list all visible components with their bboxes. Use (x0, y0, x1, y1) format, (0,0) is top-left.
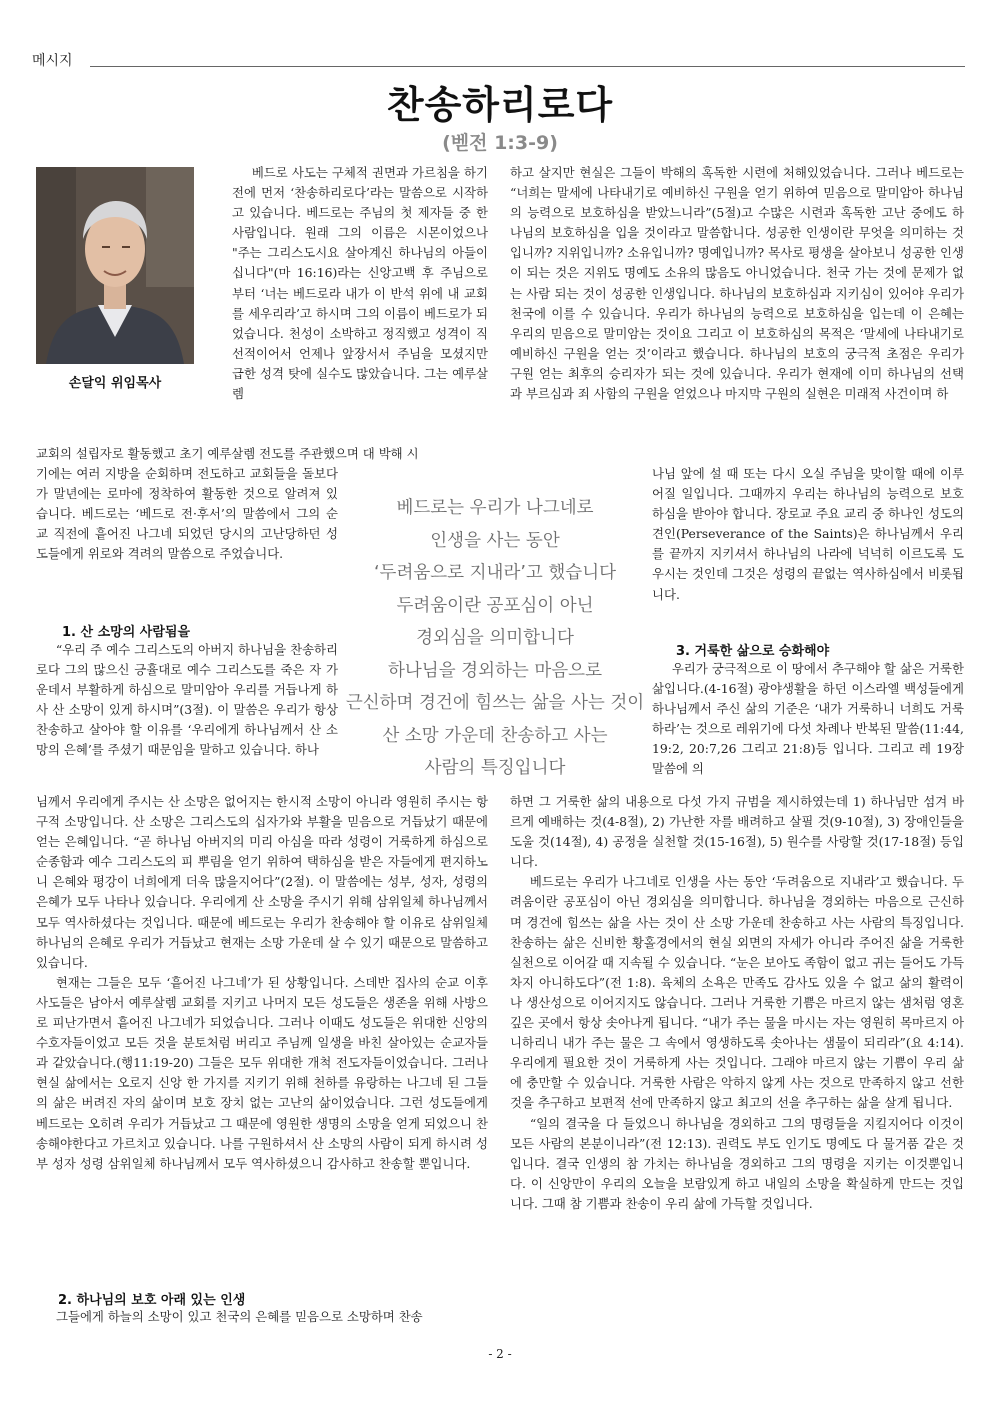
section3-paragraph2: 베드로는 우리가 나그네로 인생을 사는 동안 ‘두려움으로 지내라’고 했습니다. 두려움이란 공포심이 아닌 경외심을 의미합니다. 하나님을 경외하는 마음으로 근신하며 경건에 힘쓰는 삶을 사는 것이 산 소망 가운데 찬송하고 사는 사람의 특징입니다. 찬송하는 삶은 신비한 황홀경에서의 현실 외면의 자세가 아니라 주어진 삶을 거룩한 실천으로 이어갈 때 지속될 수 있습니다. “눈은 보아도 족함이 없고 귀는 들어도 가득 차지 아니하도다”(전 1:8). 육체의 소욕은 만족도 감사도 있을 수 없고 삶의 활력이나 생산성으로 이어지지도 않습니다. 그러나 거룩한 기쁨은 마르지 않는 샘처럼 영혼 깊은 곳에서 항상 솟아나게 됩니다. “내가 주는 물을 마시는 자는 영원히 목마르지 아니하리니 내가 주는 물은 그 속에서 영생하도록 솟아나는 샘물이 되리라”(요 4:14). 우리에게 필요한 것이 거룩하게 사는 것입니다. 그래야 마르지 않는 기쁨이 우리 삶에 충만할 수 있습니다. 거룩한 사람은 악하지 않게 사는 것으로 만족하지 않고 선한 것을 추구하고 보편적 선에 만족하지 않고 최고의 선을 추구하는 삶을 살게 됩니다. (510, 874, 964, 1111)
section2-text-left (56, 1307, 488, 1327)
author-photo (36, 167, 194, 364)
intro-paragraph-part2: 교회의 설립자로 활동했고 초기 예루살렘 전도를 주관했으며 대 박해 시 (36, 446, 419, 461)
author-portrait-icon (36, 167, 194, 364)
section1-paragraph1-part1: “우리 주 예수 그리스도의 아버지 하나님을 찬송하리로다 그의 많으신 긍휼대로 예수 그리스도를 죽은 자 가운데서 부활하게 하심으로 말미암아 우리를 거듭나게 하사 산 소망이 있게 하시며”(3절). 이 말씀은 우리가 항상 찬송하고 살아야 할 이유를 ‘우리에게 하나님께서 산 소망의 은혜’를 주셨기 때문임을 말하고 있습니다. 하나 (36, 642, 338, 758)
section3-paragraph1-part1: 우리가 궁극적으로 이 땅에서 추구해야 할 삶은 거룩한 삶입니다.(4-16절) 광야생활을 하던 이스라엘 백성들에게 하나님께서 주신 삶의 기준은 ‘내가 거룩하니 너희도 거룩하라’는 것으로 레위기에 다섯 차례나 반복된 말씀(11:44, 19:2, 20:7,26 그리고 21:8)등 입니다. 그리고 레 19장 말씀에 의 (652, 661, 964, 777)
section2-paragraph-part3: 나님 앞에 설 때 또는 다시 오실 주님을 맞이할 때에 이루어질 일입니다. 그때까지 우리는 하나님의 능력으로 보호하심을 받아야 합니다. 장로교 주요 교리 중 하나인 성도의 견인(Perseverance of the Saints)은 하나님께서 우리를 끝까지 지키셔서 하나님의 나라에 넉넉히 이르도록 도우시는 것인데 그것은 성령의 끝없는 역사하심에서 비롯됩니다. (652, 466, 964, 602)
section2-text-right (510, 163, 964, 404)
pull-quote-line: 사람의 특징입니다 (424, 758, 566, 778)
pull-quote-line: 베드로는 우리가 나그네로 (396, 498, 594, 518)
section3-paragraph1-part2: 하면 그 거룩한 삶의 내용으로 다섯 가지 규범을 제시하였는데 1) 하나님만 섬겨 바르게 예배하는 것(4-8절), 2) 가난한 자를 배려하고 살필 것(9-10절), 3) 장애인들을 도울 것(14절), 4) 공정을 실천할 것(15-16절), 5) 원수를 사랑할 것(17-18절) 등입니다. (510, 794, 964, 870)
section1-text-full (36, 792, 488, 1174)
section2-paragraph-part1: 그들에게 하늘의 소망이 있고 천국의 은혜를 믿음으로 소망하며 찬송 (56, 1309, 423, 1324)
intro-text-beside-photo (232, 163, 488, 404)
section1-paragraph2: 현재는 그들은 모두 ‘흩어진 나그네’가 된 상황입니다. 스데반 집사의 순교 이후 사도들은 남아서 예루살렘 교회를 지키고 나머지 모든 성도들은 생존을 위해 사방으로 피난가면서 흩어진 나그네가 되었습니다. 그러나 이때도 성도들은 위대한 신앙의 수호자들이었고 모든 것을 분토처럼 버리고 주님께 일생을 바친 살아있는 순교자들과 같았습니다.(행11:19-20) 그들은 모두 위대한 개척 전도자들이었습니다. 그러나 현실 삶에서는 오로지 신앙 한 가지를 지키기 위해 천하를 유랑하는 나그네 된 그들의 삶은 버려진 자의 삶이며 보호 장치 없는 고난의 삶이었습니다. 그런 성도들에게 베드로는 오히려 우리가 거듭났고 그 때문에 영원한 생명의 소망을 얻게 되었으니 찬송해야한다고 가르치고 있습니다. 나를 구원하셔서 산 소망의 사람이 되게 하시려 성부 성자 성령 삼위일체 하나님께서 모두 역사하셨으니 감사하고 찬송할 뿐입니다. (36, 974, 488, 1171)
section-label: 메시지 (32, 53, 73, 69)
author-caption: 손달익 위임목사 (68, 376, 162, 391)
intro-paragraph-part3: 기에는 여러 지방을 순회하며 전도하고 교회들을 돌보다가 말년에는 로마에 정착하여 활동한 것으로 알려져 있습니다. 베드로는 ‘베드로 전·후서’의 말씀에서 그의 순교 직전에 흩어진 나그네 되었던 당시의 고난당하던 성도들에게 위로와 격려의 말씀으로 주었습니다. (36, 466, 338, 562)
section3-text-full (510, 792, 964, 1214)
pull-quote-line: ‘두려움으로 지내라’고 했습니다 (373, 563, 616, 583)
pull-quote (345, 492, 645, 785)
pull-quote-line: 두려움이란 공포심이 아닌 (396, 595, 594, 616)
intro-text-beside-quote (36, 464, 338, 564)
section2-text-beside-quote (652, 464, 964, 605)
header-rule (90, 66, 965, 67)
section3-paragraph3: “일의 결국을 다 들었으니 하나님을 경외하고 그의 명령들을 지킬지어다 이것이 모든 사람의 본분이니라”(전 12:13). 권력도 부도 인기도 명예도 다 물거품 같은 것입니다. 결국 인생의 참 가치는 하나님을 경외하고 그의 명령을 지키는 이것뿐입니다. 이 신앙만이 우리의 오늘을 보람있게 하고 내일의 소망을 확실하게 만드는 것입니다. 그때 참 기쁨과 찬송이 우리 삶에 가득할 것입니다. (510, 1115, 964, 1211)
intro-text-full-width (36, 444, 488, 464)
section3-text-beside-quote (652, 659, 964, 780)
pull-quote-line: 근신하며 경건에 힘쓰는 삶을 사는 것이 (345, 693, 645, 713)
section2-heading: 2. 하나님의 보호 아래 있는 인생 (58, 1293, 246, 1308)
intro-paragraph-part1: 베드로 사도는 구체적 권면과 가르침을 하기 전에 먼저 ‘찬송하리로다’라는 말씀으로 시작하고 있습니다. 베드로는 주님의 첫 제자들 중 한 사람입니다. 원래 그의 이름은 시몬이었으나 "주는 그리스도시요 살아계신 하나님의 아들이십니다"(마 16:16)라는 신앙고백 후 주님으로부터 ‘너는 베드로라 내가 이 반석 위에 내 교회를 세우리라’고 하시며 그의 이름이 베드로가 되었습니다. 천성이 소박하고 정직했고 성격이 직선적이어서 언제나 앞장서서 주님을 모셨지만 급한 성격 탓에 실수도 많았습니다. 그는 예루살렘 (232, 165, 488, 402)
page-title: 찬송하리로다 (386, 83, 614, 127)
scripture-reference: (벧전 1:3-9) (442, 132, 558, 154)
section3-heading: 3. 거룩한 삶으로 승화해야 (676, 644, 830, 659)
pull-quote-line: 산 소망 가운데 찬송하고 사는 (382, 725, 608, 746)
pull-quote-line: 하나님을 경외하는 마음으로 (388, 660, 602, 681)
pull-quote-line: 인생을 사는 동안 (430, 530, 560, 551)
section1-text-beside-quote (36, 640, 338, 761)
section1-heading: 1. 산 소망의 사람됨을 (62, 625, 191, 640)
section1-paragraph1-part2: 님께서 우리에게 주시는 산 소망은 없어지는 한시적 소망이 아니라 영원히 주시는 항구적 소망입니다. 산 소망은 그리스도의 십자가와 부활을 믿음으로 거듭났기 때문에 얻는 은혜입니다. “곧 하나님 아버지의 미리 아심을 따라 성령이 거룩하게 하심으로 순종함과 예수 그리스도의 피 뿌림을 얻기 위하여 택하심을 받은 자들에게 편지하노니 은혜와 평강이 너희에게 더욱 많을지어다”(2절). 이 말씀에는 성부, 성자, 성령의 은혜가 모두 나타나 있습니다. 우리에게 산 소망을 주시기 위해 삼위일체 하나님께서 모두 역사하셨다는 것입니다. 때문에 베드로는 우리가 찬송해야 할 이유로 삼위일체 하나님의 은혜로 우리가 거듭났고 현재는 소망 가운데 살 수 있기 때문으로 말씀하고 있습니다. (36, 794, 488, 970)
section2-paragraph-part2: 하고 살지만 현실은 그들이 박해의 혹독한 시련에 처해있었습니다. 그러나 베드로는 “너희는 말세에 나타내기로 예비하신 구원을 얻기 위하여 믿음으로 말미암아 하나님의 능력으로 보호하심을 받았느니라”(5절)고 수많은 시련과 혹독한 고난 중에도 하나님의 보호하심을 입을 것이라고 말씀합니다. 성공한 인생이란 무엇을 의미하는 것입니까? 지위입니까? 소유입니까? 명예입니까? 목사로 평생을 살아보니 성공한 인생이 되는 것은 지위도 명예도 소유의 많음도 아니었습니다. 천국 가는 것에 문제가 없는 사람 되는 것이 성공한 인생입니다. 하나님의 보호하심과 지키심이 있어야 우리가 천국에 이를 수 있습니다. 우리가 하나님의 능력으로 보호하심을 입는데 이 은혜는 우리의 믿음으로 말미암는 것이요 그리고 이 보호하심의 목적은 ‘말세에 나타내기로 예비하신 구원을 얻는 것’이라고 했습니다. 하나님의 보호의 궁극적 초점은 우리가 구원 얻는 최후의 승리자가 되는 것에 있습니다. 우리가 현재에 이미 하나님의 선택과 부르심과 죄 사함의 구원을 얻었으나 마지막 구원의 실현은 미래적 사건이며 하 (510, 165, 964, 402)
pull-quote-line: 경외심을 의미합니다 (416, 628, 574, 648)
page-number: - 2 - (488, 1347, 512, 1361)
